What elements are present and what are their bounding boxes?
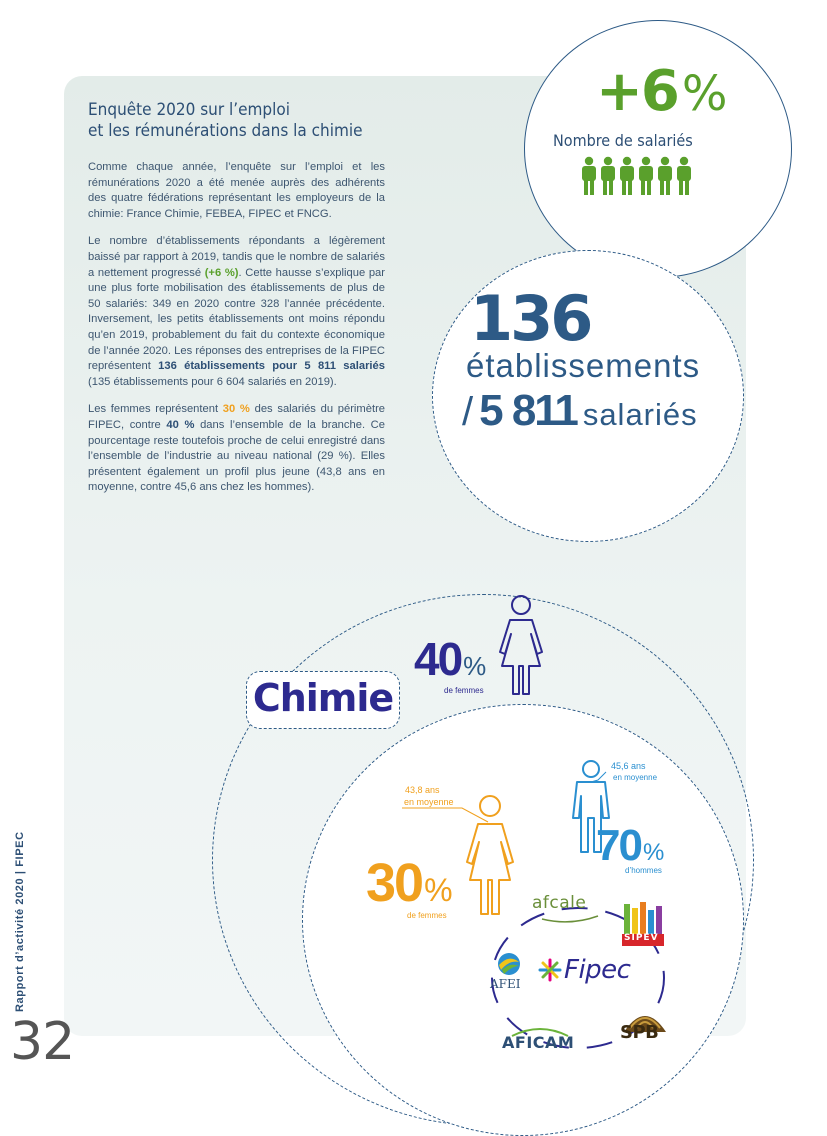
p2-text-b: . Cette hausse s’explique par une plus forte mobilisation des établissements de plus de 50 salariés: 349 en 2020 contre 328 l’année précédente. Inversement, les petits établissements ont moins répondu qu’en 2019, probablement du fait du contexte économique de l’année 2020. Les réponses des entreprises de la FIPEC représentent [88, 266, 385, 373]
heading-line-2: et les rémunérations dans la chimie [88, 121, 363, 141]
slash-separator: / [462, 390, 474, 434]
paragraph-2 [88, 234, 385, 390]
logo-afcale: afcale [532, 893, 587, 913]
fipec-women-percent: % [424, 872, 453, 908]
p3-text-a: Les femmes représentent [88, 403, 223, 416]
logo-sipev: SIPEV [624, 933, 659, 943]
fipec-women-number: 30 [366, 853, 423, 913]
growth-label: Nombre de salariés [553, 131, 693, 150]
woman-icon-chimie [494, 592, 548, 696]
footer-vertical-text: Rapport d’activité 2020 | FIPEC [14, 831, 26, 1012]
women-age-caption: en moyenne [404, 797, 454, 807]
p2-text-c: (135 établissements pour 6 604 salariés en 2019). [88, 375, 337, 388]
chimie-women-caption: de femmes [444, 686, 484, 695]
logo-spb: SPB [620, 1022, 659, 1043]
growth-value [596, 59, 726, 124]
chimie-badge [246, 671, 400, 729]
people-group-icon [580, 156, 700, 196]
employees-line [462, 386, 698, 436]
p3-highlight-1: 30 % [222, 403, 250, 416]
logo-aficam: AFICAM [502, 1033, 575, 1052]
chimie-label: Chimie [252, 676, 394, 720]
growth-percent: % [681, 66, 726, 122]
women-age-value: 43,8 ans [405, 785, 440, 795]
p2-bold: 136 établissements pour 5 811 salariés [158, 360, 385, 373]
fipec-logo-icon [538, 958, 562, 982]
section-heading [88, 100, 388, 142]
logo-afei: AFEI [490, 977, 521, 991]
p2-highlight: (+6 %) [204, 266, 239, 279]
chimie-women-percent: % [463, 651, 487, 681]
p2-text-a: Le nombre d’établissements répondants a légèrement baissé par rapport à 2019, tandis que le nombre de salariés a nettement progressé [88, 235, 385, 279]
p3-highlight-2: 40 % [166, 418, 195, 431]
body-text [88, 160, 385, 508]
afcale-swoosh-icon [540, 914, 600, 924]
paragraph-1: Comme chaque année, l’enquête sur l’emploi et les rémunérations 2020 a été menée auprès des adhérents des quatre fédérations représentant les employeurs de la chimie: France Chimie, FEBEA, FIPEC et FNCG. [88, 161, 385, 220]
fipec-women-caption: de femmes [407, 911, 447, 920]
employees-value: 5 811 [479, 386, 577, 435]
employees-label: salariés [582, 397, 698, 432]
fipec-men-percent: % [642, 839, 665, 866]
fipec-men-number: 70 [596, 821, 641, 870]
p3-text-c: dans l’ensemble de la branche. Ce pourcentage reste toutefois proche de celui enregistré dans l’ensemble de l’industrie au niveau national (29 %). Elles présentent également un profil plus jeune (43,8 ans en moyenne, contre 45,6 ans chez les hommes). [88, 418, 385, 494]
chimie-women-value [414, 634, 486, 691]
page-number: 32 [10, 1012, 75, 1072]
heading-line-1: Enquête 2020 sur l’emploi [88, 100, 290, 120]
establishments-value: 136 [470, 282, 591, 355]
establishments-label: établissements [466, 347, 701, 384]
chimie-women-number: 40 [414, 633, 462, 685]
growth-number: +6 [596, 59, 678, 124]
men-age-caption: en moyenne [613, 773, 658, 782]
fipec-women-value [366, 854, 453, 919]
p3-text-b: des salariés du périmètre FIPEC, contre [88, 403, 386, 431]
paragraph-3 [88, 402, 385, 496]
logo-fipec: Fipec [564, 955, 631, 985]
fipec-men-caption: d’hommes [625, 866, 662, 875]
men-age-value: 45,6 ans [611, 761, 646, 771]
afei-logo-icon [494, 950, 524, 978]
